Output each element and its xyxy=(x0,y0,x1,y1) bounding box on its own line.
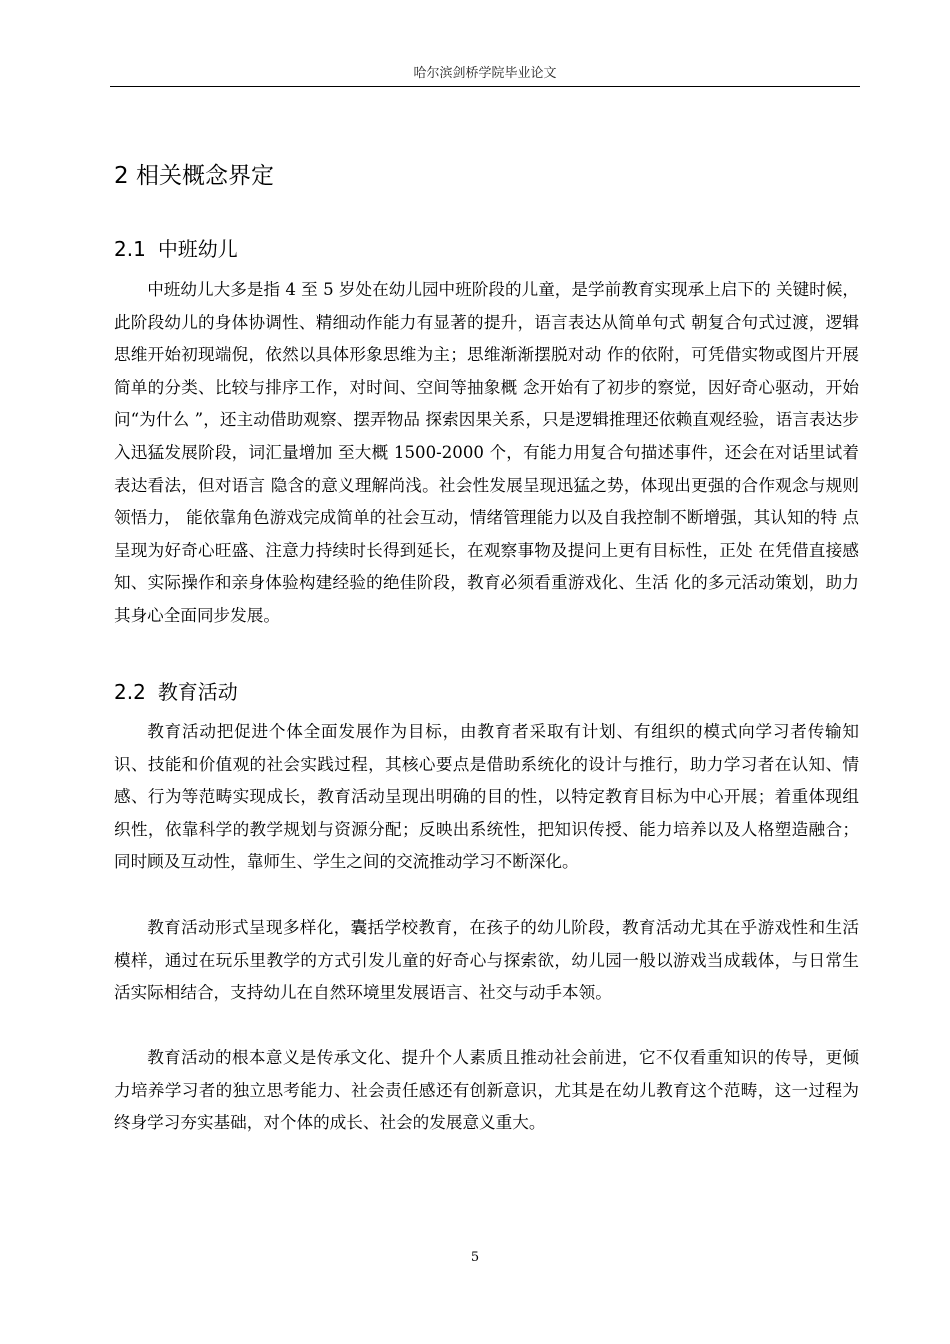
chapter-heading: 2 相关概念界定 xyxy=(114,163,274,189)
paragraph: 中班幼儿大多是指 4 至 5 岁处在幼儿园中班阶段的儿童，是学前教育实现承上启下的 关键时候，此阶段幼儿的身体协调性、精细动作能力有显著的提升，语言表达从简单句式 朝复合句式过渡，逻辑思维开始初现端倪，依然以具体形象思维为主；思维渐渐摆脱对动 作的依附，可凭借实物或图片开展简单的分类、比较与排序工作，对时间、空间等抽象概 念开始有了初步的察觉，因好奇心驱动，开始问“为什么 ”，还主动借助观察、摆弄物品 探索因果关系，只是逻辑推理还依赖直观经验，语言表达步入迅猛发展阶段，词汇量增加 至大概 1500-2000 个，有能力用复合句描述事件，还会在对话里试着表达看法，但对语言 隐含的意义理解尚浅。社会性发展呈现迅猛之势，体现出更强的合作观念与规则领悟力， 能依靠角色游戏完成简单的社会互动，情绪管理能力以及自我控制不断增强，其认知的特 点呈现为好奇心旺盛、注意力持续时长得到延长，在观察事物及提问上更有目标性，正处 在凭借直接感知、实际操作和亲身体验构建经验的绝佳阶段，教育必须看重游戏化、生活 化的多元活动策划，助力其身心全面同步发展。 xyxy=(114,280,859,625)
page-number: 5 xyxy=(470,1250,480,1265)
section-number: 2.1 xyxy=(114,237,146,261)
section-heading-2-2 xyxy=(114,676,238,705)
section-title: 教育活动 xyxy=(157,680,238,704)
section-title: 中班幼儿 xyxy=(157,237,238,261)
paragraph: 教育活动的根本意义是传承文化、提升个人素质且推动社会前进，它不仅看重知识的传导，更倾力培养学习者的独立思考能力、社会责任感还有创新意识，尤其是在幼儿教育这个范畴，这一过程为终身学习夯实基础，对个体的成长、社会的发展意义重大。 xyxy=(114,1048,859,1133)
section-heading-2-1 xyxy=(114,233,238,262)
paragraph: 教育活动把促进个体全面发展作为目标，由教育者采取有计划、有组织的模式向学习者传输知识、技能和价值观的社会实践过程，其核心要点是借助系统化的设计与推行，助力学习者在认知、情感、行为等范畴实现成长，教育活动呈现出明确的目的性，以特定教育目标为中心开展；着重体现组织性，依靠科学的教学规划与资源分配；反映出系统性，把知识传授、能力培养以及人格塑造融合；同时顾及互动性，靠师生、学生之间的交流推动学习不断深化。 xyxy=(114,722,859,872)
header-divider xyxy=(110,86,860,87)
section-number: 2.2 xyxy=(114,680,146,704)
paragraph: 教育活动形式呈现多样化，囊括学校教育，在孩子的幼儿阶段，教育活动尤其在乎游戏性和生活模样，通过在玩乐里教学的方式引发儿童的好奇心与探索欲，幼儿园一般以游戏当成载体，与日常生活实际相结合，支持幼儿在自然环境里发展语言、社交与动手本领。 xyxy=(114,918,859,1003)
running-header: 哈尔滨剑桥学院毕业论文 xyxy=(413,66,557,81)
